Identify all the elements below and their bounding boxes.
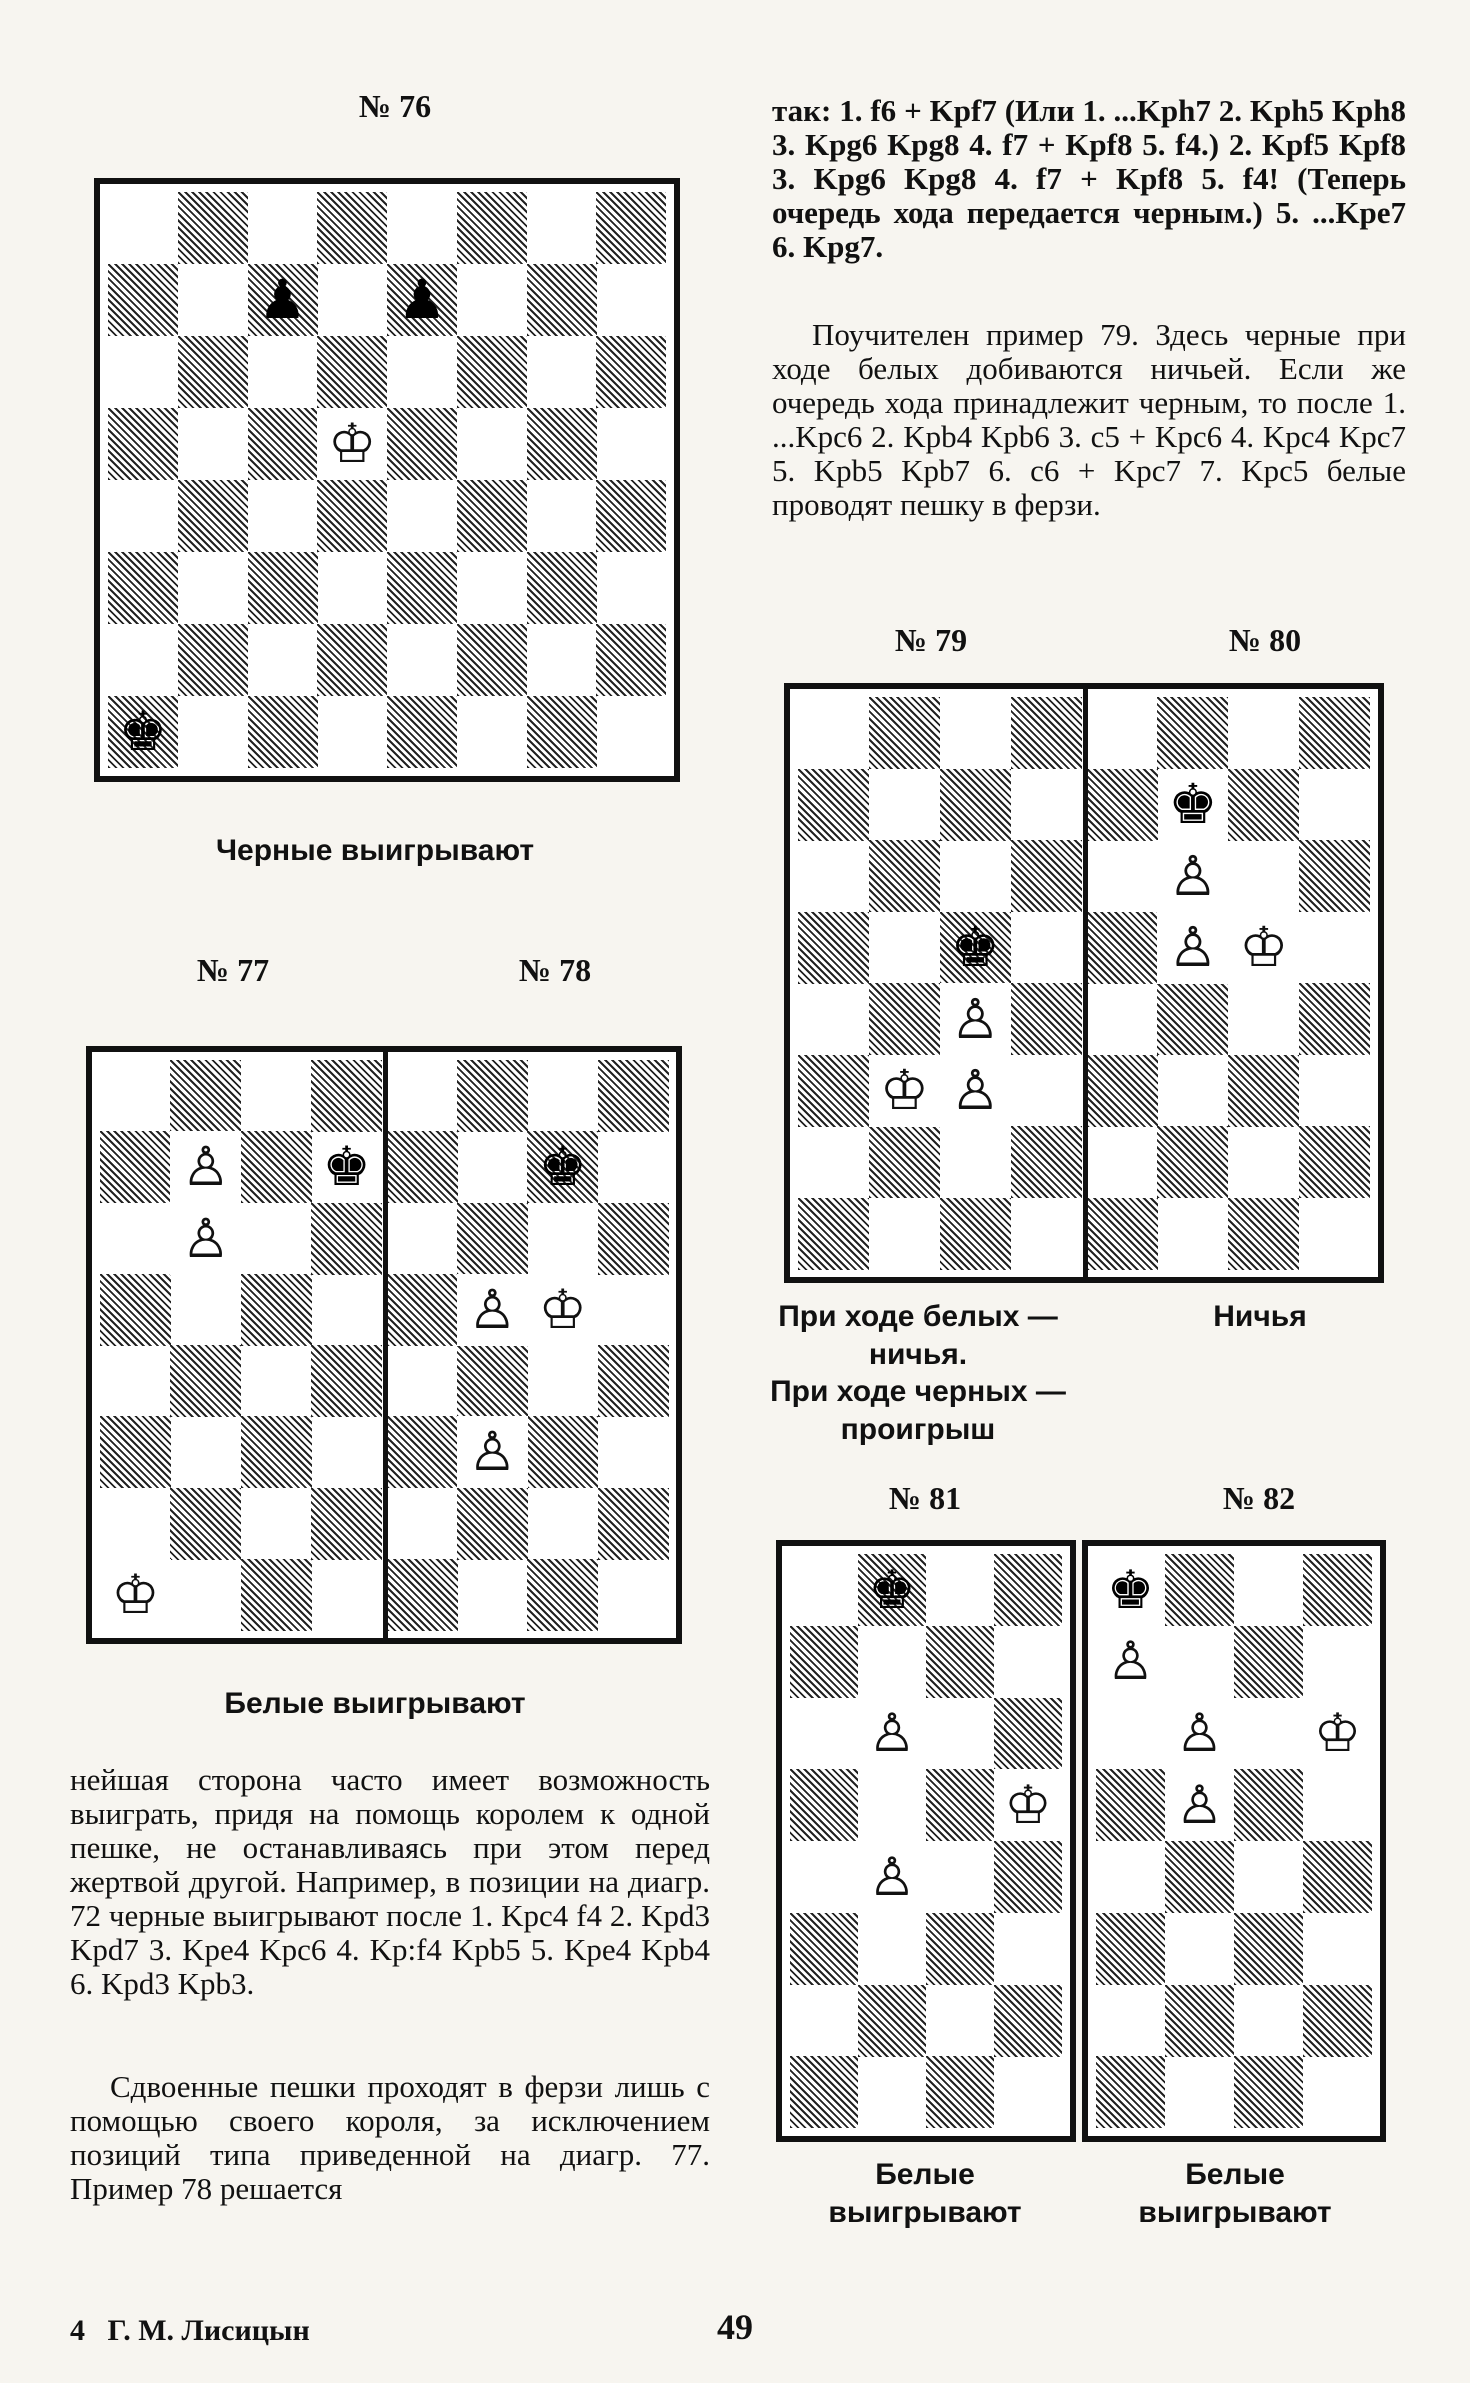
light-square (1228, 697, 1299, 769)
dark-square (457, 1060, 528, 1132)
dark-square (387, 408, 457, 480)
light-square (940, 1126, 1011, 1198)
dark-square (1228, 769, 1299, 841)
dark-square (178, 480, 248, 552)
dark-square (387, 1274, 458, 1346)
light-square (798, 840, 869, 912)
dark-square (790, 1769, 858, 1841)
light-square (994, 1913, 1062, 1985)
dark-square (1234, 1769, 1303, 1841)
light-square (100, 1203, 171, 1275)
dark-square (994, 1554, 1062, 1626)
light-square (457, 1131, 528, 1203)
light-square (1234, 1841, 1303, 1913)
light-square (596, 408, 666, 480)
light-square (108, 336, 178, 408)
light-square (1165, 2056, 1234, 2128)
black-pawn-icon: ♟ (258, 268, 307, 331)
dark-square (178, 624, 248, 696)
white-king-icon: ♔ (100, 1559, 171, 1631)
light-square (869, 769, 940, 841)
dark-square (457, 624, 527, 696)
left-paragraph-2: Сдвоенные пешки проходят в ферзи лишь с помощью своего короля, за исключением позиций типа приведенной на диагр. 77. Пример 78 решается (70, 2069, 710, 2206)
white-king-icon: ♔ (994, 1769, 1062, 1841)
light-square (1234, 1698, 1303, 1770)
light-square (108, 624, 178, 696)
light-square (178, 264, 248, 336)
light-square (994, 1626, 1062, 1698)
diagram-77-78-caption: Белые выигрывают (224, 1687, 526, 1720)
dark-square (527, 408, 597, 480)
light-square (926, 1985, 994, 2057)
white-king-icon: ♔ (869, 1055, 940, 1127)
dark-square (869, 697, 940, 769)
light-square (248, 336, 318, 408)
diagram-79-label: № 79 (894, 622, 968, 658)
dark-square (178, 192, 248, 264)
dark-square (1303, 1554, 1372, 1626)
light-square (527, 480, 597, 552)
dark-square (1011, 840, 1082, 912)
light-square (248, 192, 318, 264)
dark-square (940, 769, 1011, 841)
dark-square (1165, 1841, 1234, 1913)
dark-square (1157, 697, 1228, 769)
light-square (1087, 840, 1158, 912)
black-king-icon: ♚ (950, 915, 1000, 979)
right-paragraph-2: Поучителен пример 79. Здесь черные при ходе белых добиваются ничьей. Если же очередь хода принадлежит черным, то после 1. ...Kpc6 2. Kpb4 Kpb6 3. c5 + Kpc6 4. Kpc4 Kpc7 5. Kpb5 Kpb7 6. c6 + Kpc7 7. Kpc5 белые проводят пешку в ферзи. (772, 317, 1406, 522)
dark-square (1087, 769, 1158, 841)
dark-square (1303, 1985, 1372, 2057)
dark-square (1234, 1626, 1303, 1698)
white-pawn-icon: ♙ (1157, 840, 1228, 912)
white-king-icon: ♔ (527, 1274, 598, 1346)
dark-square (1303, 1841, 1372, 1913)
light-square (1299, 1198, 1370, 1270)
light-square (1234, 1554, 1303, 1626)
dark-square (170, 1345, 241, 1417)
dark-square (940, 1198, 1011, 1270)
light-square (108, 192, 178, 264)
dark-square (100, 1131, 171, 1203)
dark-square (387, 696, 457, 768)
dark-square (1157, 983, 1228, 1055)
dark-square (1299, 697, 1370, 769)
light-square (1303, 1626, 1372, 1698)
chessboard-82 (1082, 1540, 1386, 2142)
dark-square (869, 1126, 940, 1198)
white-pawn-icon: ♙ (457, 1274, 528, 1346)
chessboard-76 (94, 178, 680, 782)
dark-square (1011, 983, 1082, 1055)
white-pawn-icon: ♙ (1096, 1626, 1165, 1698)
light-square (387, 1488, 458, 1560)
dark-square (108, 264, 178, 336)
dark-square (108, 552, 178, 624)
light-square (1096, 1985, 1165, 2057)
dark-square (598, 1345, 669, 1417)
light-square (387, 192, 457, 264)
dark-square (1165, 1985, 1234, 2057)
light-square (527, 336, 597, 408)
light-square (790, 1554, 858, 1626)
light-square (1299, 1055, 1370, 1127)
dark-square (1234, 2056, 1303, 2128)
light-square (317, 552, 387, 624)
dark-square (1096, 1769, 1165, 1841)
dark-square (926, 1769, 994, 1841)
diagram-82-caption (1100, 2156, 1370, 2231)
white-pawn-icon: ♙ (1157, 912, 1228, 984)
black-king-icon: ♚ (538, 1135, 587, 1199)
dark-square (926, 1913, 994, 1985)
dark-square (994, 1841, 1062, 1913)
light-square (387, 1345, 458, 1417)
white-king-icon: ♔ (1228, 912, 1299, 984)
light-square (1096, 1698, 1165, 1770)
dark-square (457, 192, 527, 264)
left-paragraph-1: нейшая сторона часто имеет возможность выиграть, придя на помощь королем к одной пешке, не останавливаясь при этом перед жертвой другой. Например, в позиции на диагр. 72 черные выигрывают после 1. Kpc4 f4 2. Kpd3 Kpd7 3. Kpe4 Kpc6 4. Kp:f4 Kpb5 5. Kpe4 Kpb4 6. Kpd3 Kpb3. (70, 1762, 710, 2001)
light-square (100, 1345, 171, 1417)
dark-square (387, 552, 457, 624)
dark-square (248, 552, 318, 624)
light-square (1157, 1055, 1228, 1127)
white-king-icon: ♔ (1303, 1698, 1372, 1770)
light-square (940, 697, 1011, 769)
dark-square (457, 336, 527, 408)
dark-square (1299, 1126, 1370, 1198)
white-pawn-icon: ♙ (858, 1841, 926, 1913)
dark-square (170, 1060, 241, 1132)
white-pawn-icon: ♙ (1165, 1698, 1234, 1770)
diagram-77-label: № 77 (196, 952, 270, 988)
page-number: 49 (717, 2307, 753, 2347)
light-square (457, 696, 527, 768)
light-square (311, 1416, 382, 1488)
dark-square (241, 1131, 312, 1203)
chessboard-79-80 (784, 683, 1384, 1283)
light-square (248, 624, 318, 696)
caption-line: Белые (875, 2158, 975, 2191)
light-square (1299, 769, 1370, 841)
dark-square (798, 769, 869, 841)
light-square (1228, 983, 1299, 1055)
dark-square (598, 1060, 669, 1132)
diagram-78-label: № 78 (518, 952, 592, 988)
dark-square (457, 480, 527, 552)
dark-square (1087, 1055, 1158, 1127)
light-square (387, 1203, 458, 1275)
dark-square (1087, 912, 1158, 984)
dark-square (858, 1985, 926, 2057)
dark-square (1157, 1126, 1228, 1198)
dark-square (317, 480, 387, 552)
light-square (1011, 912, 1082, 984)
light-square (1087, 1126, 1158, 1198)
light-square (858, 1626, 926, 1698)
light-square (527, 1488, 598, 1560)
light-square (1087, 983, 1158, 1055)
light-square (596, 552, 666, 624)
light-square (241, 1345, 312, 1417)
light-square (241, 1488, 312, 1560)
light-square (926, 1841, 994, 1913)
light-square (170, 1416, 241, 1488)
right-paragraph-1: так: 1. f6 + Kpf7 (Или 1. ...Kph7 2. Kph5 Kph8 3. Kpg6 Kpg8 4. f7 + Kpf8 5. f4.) 2. Kpf5 Kpf8 3. Kpg6 Kpg8 4. f7 + Kpf8 5. f4! (Теперь очередь хода передается черным.) 5. ...Kpe7 6. Kpg7. (772, 93, 1406, 264)
light-square (178, 552, 248, 624)
dark-square (1011, 1126, 1082, 1198)
chessboard-77-78 (86, 1046, 682, 1644)
dark-square (100, 1416, 171, 1488)
light-square (598, 1416, 669, 1488)
dark-square (1234, 1913, 1303, 1985)
white-pawn-icon: ♙ (940, 983, 1011, 1055)
light-square (1096, 1841, 1165, 1913)
light-square (1011, 1198, 1082, 1270)
caption-line: выигрывают (1138, 2195, 1332, 2229)
dark-square (387, 1416, 458, 1488)
dark-square (869, 840, 940, 912)
black-king-icon: ♚ (1168, 772, 1218, 836)
light-square (858, 2056, 926, 2128)
light-square (926, 1554, 994, 1626)
black-king-icon: ♚ (868, 1559, 916, 1621)
light-square (790, 1841, 858, 1913)
dark-square (241, 1559, 312, 1631)
dark-square (596, 336, 666, 408)
black-king-icon: ♚ (1106, 1559, 1155, 1621)
white-pawn-icon: ♙ (858, 1698, 926, 1770)
dark-square (1096, 1913, 1165, 1985)
dark-square (527, 264, 597, 336)
white-king-icon: ♔ (317, 408, 387, 480)
light-square (170, 1559, 241, 1631)
light-square (1011, 1055, 1082, 1127)
dark-square (241, 1274, 312, 1346)
light-square (598, 1559, 669, 1631)
white-pawn-icon: ♙ (1165, 1769, 1234, 1841)
dark-square (1087, 1198, 1158, 1270)
dark-square (926, 2056, 994, 2128)
light-square (1228, 840, 1299, 912)
light-square (100, 1488, 171, 1560)
light-square (527, 624, 597, 696)
dark-square (994, 1985, 1062, 2057)
dark-square (311, 1488, 382, 1560)
dark-square (1299, 983, 1370, 1055)
light-square (317, 696, 387, 768)
light-square (869, 1198, 940, 1270)
light-square (858, 1913, 926, 1985)
black-pawn-icon: ♟ (397, 268, 447, 331)
caption-line: При ходе белых — (778, 1300, 1058, 1333)
light-square (598, 1274, 669, 1346)
dark-square (798, 1198, 869, 1270)
dark-square (387, 1131, 458, 1203)
light-square (100, 1060, 171, 1132)
diagram-79-caption (748, 1298, 1088, 1448)
light-square (108, 480, 178, 552)
footer-author: 4 Г. М. Лисицын (70, 2314, 310, 2347)
chessboard-81 (776, 1540, 1076, 2142)
dark-square (170, 1488, 241, 1560)
light-square (1303, 1769, 1372, 1841)
light-square (598, 1131, 669, 1203)
caption-line: проигрыш (840, 1412, 996, 1446)
dark-square (527, 1559, 598, 1631)
dark-square (1228, 1198, 1299, 1270)
dark-square (994, 1698, 1062, 1770)
white-pawn-icon: ♙ (940, 1055, 1011, 1127)
dark-square (241, 1416, 312, 1488)
light-square (457, 1559, 528, 1631)
light-square (387, 624, 457, 696)
light-square (1234, 1985, 1303, 2057)
light-square (798, 1126, 869, 1198)
light-square (926, 1698, 994, 1770)
dark-square (869, 983, 940, 1055)
dark-square (1228, 1055, 1299, 1127)
light-square (170, 1274, 241, 1346)
dark-square (596, 480, 666, 552)
dark-square (598, 1488, 669, 1560)
light-square (1157, 1198, 1228, 1270)
light-square (387, 336, 457, 408)
dark-square (248, 408, 318, 480)
dark-square (457, 1345, 528, 1417)
dark-square (311, 1203, 382, 1275)
light-square (1011, 769, 1082, 841)
dark-square (790, 1626, 858, 1698)
light-square (241, 1060, 312, 1132)
diagram-81-label: № 81 (888, 1480, 962, 1516)
light-square (1165, 1913, 1234, 1985)
light-square (798, 697, 869, 769)
dark-square (457, 1203, 528, 1275)
light-square (940, 840, 1011, 912)
white-pawn-icon: ♙ (457, 1416, 528, 1488)
diagram-80-label: № 80 (1228, 622, 1302, 658)
light-square (869, 912, 940, 984)
light-square (1303, 1913, 1372, 1985)
dark-square (790, 1913, 858, 1985)
diagram-80-caption: Ничья (1213, 1300, 1307, 1333)
dark-square (100, 1274, 171, 1346)
dark-square (926, 1626, 994, 1698)
caption-line: ничья. (868, 1337, 968, 1371)
board-divider (1083, 689, 1088, 1277)
light-square (457, 408, 527, 480)
diagram-81-caption (790, 2156, 1060, 2231)
dark-square (598, 1203, 669, 1275)
light-square (457, 264, 527, 336)
dark-square (178, 336, 248, 408)
light-square (1087, 697, 1158, 769)
light-square (311, 1274, 382, 1346)
light-square (527, 1345, 598, 1417)
dark-square (798, 1055, 869, 1127)
dark-square (248, 696, 318, 768)
light-square (790, 1985, 858, 2057)
light-square (178, 696, 248, 768)
dark-square (317, 624, 387, 696)
diagram-82-label: № 82 (1222, 1480, 1296, 1516)
dark-square (1299, 840, 1370, 912)
dark-square (1165, 1554, 1234, 1626)
black-king-icon: ♚ (118, 700, 168, 763)
light-square (178, 408, 248, 480)
light-square (798, 983, 869, 1055)
caption-line: При ходе черных — (770, 1375, 1066, 1408)
dark-square (108, 408, 178, 480)
light-square (858, 1769, 926, 1841)
dark-square (1011, 697, 1082, 769)
light-square (387, 1060, 458, 1132)
dark-square (596, 192, 666, 264)
light-square (527, 1203, 598, 1275)
dark-square (596, 624, 666, 696)
dark-square (527, 696, 597, 768)
dark-square (387, 1559, 458, 1631)
dark-square (527, 1416, 598, 1488)
light-square (317, 264, 387, 336)
dark-square (317, 192, 387, 264)
light-square (1165, 1626, 1234, 1698)
diagram-76-caption: Черные выигрывают (215, 834, 535, 867)
dark-square (1096, 2056, 1165, 2128)
light-square (311, 1559, 382, 1631)
white-pawn-icon: ♙ (170, 1203, 241, 1275)
dark-square (790, 2056, 858, 2128)
dark-square (457, 1488, 528, 1560)
light-square (457, 552, 527, 624)
caption-line: выигрывают (828, 2195, 1022, 2229)
diagram-76-label: № 76 (358, 88, 432, 124)
light-square (596, 264, 666, 336)
black-king-icon: ♚ (322, 1135, 371, 1199)
light-square (527, 192, 597, 264)
board-divider (383, 1052, 388, 1638)
light-square (1303, 2056, 1372, 2128)
dark-square (311, 1060, 382, 1132)
dark-square (798, 912, 869, 984)
light-square (1299, 912, 1370, 984)
dark-square (317, 336, 387, 408)
caption-line: Белые (1185, 2158, 1285, 2191)
light-square (387, 480, 457, 552)
light-square (596, 696, 666, 768)
light-square (790, 1698, 858, 1770)
light-square (248, 480, 318, 552)
white-pawn-icon: ♙ (170, 1131, 241, 1203)
dark-square (311, 1345, 382, 1417)
light-square (241, 1203, 312, 1275)
light-square (1228, 1126, 1299, 1198)
light-square (994, 2056, 1062, 2128)
dark-square (527, 552, 597, 624)
light-square (527, 1060, 598, 1132)
